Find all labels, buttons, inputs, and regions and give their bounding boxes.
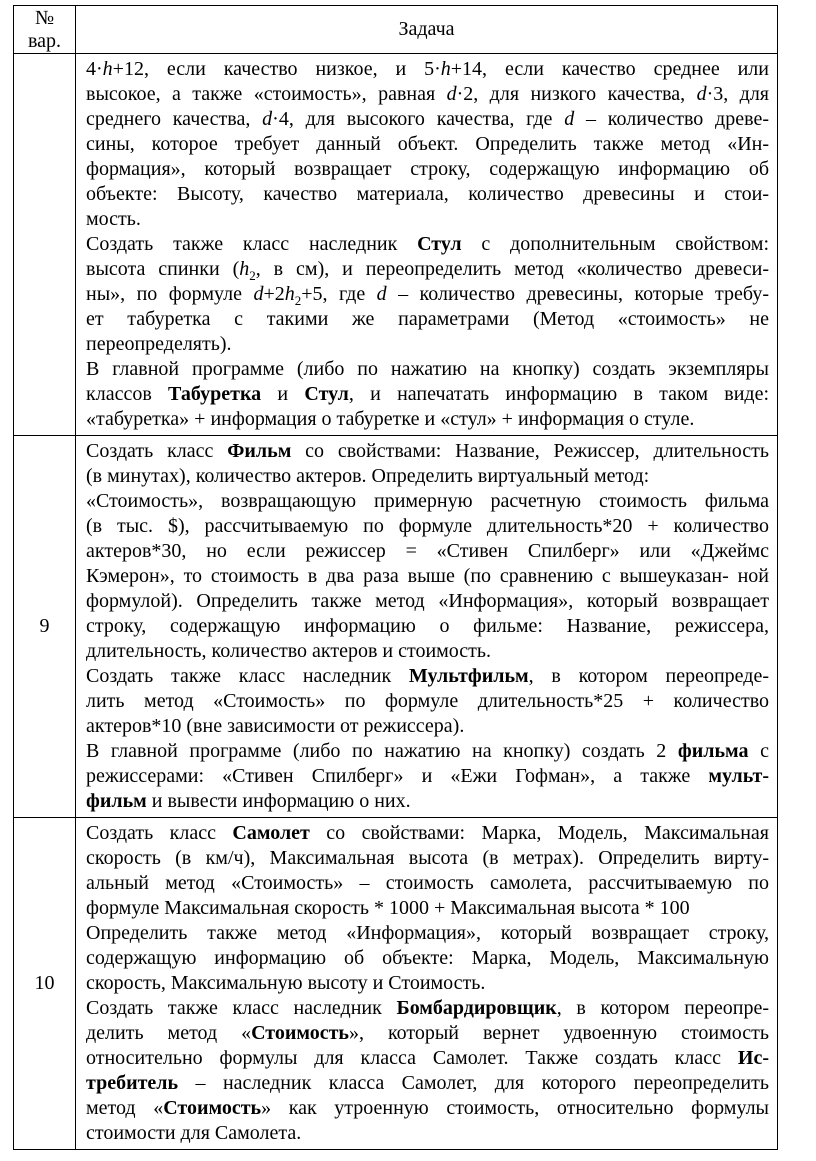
variants-table [13,5,778,1150]
task-text-line: фильм и вывести информацию о них. [86,790,411,812]
task-text-line: метод «Стоимость» как утроенную стоимость, относительно формулы [86,1097,769,1119]
header-task-cell [76,6,777,53]
task-text-line: (в тыс. $), рассчитываемую по формуле длительность*20 + количество [86,515,769,537]
task-text-line: Кэмерон», то стоимость в два раза выше (по сравнению с вышеуказан- ной [86,565,769,587]
variant-number-cell [14,436,76,817]
task-text-line: актеров*10 (вне зависимости от режиссера). [86,715,465,737]
table-row [14,435,777,817]
task-text-line: Создать также класс наследник Мультфильм, в котором переопреде- [86,665,769,687]
variant-number: 9 [39,615,50,637]
task-text-line: среднего качества, d·4, для высокого качества, где d – количество древе- [86,108,769,130]
task-cell [76,436,777,817]
variant-number-cell [14,818,76,1149]
task-text-line: требитель – наследник класса Самолет, для которого переопределить [86,1072,769,1094]
task-text-line: высота спинки ($h_2$, в см), и переопределить метод «количество древеси- [86,258,769,283]
task-text-line: строку, содержащую информацию о фильме: Название, режиссера, [86,615,769,637]
header-task-label: Задача [398,18,455,40]
task-text-line: содержащую информацию об объекте: Марка, Модель, Максимальную [86,947,769,969]
task-text-line: «Стоимость», возвращающую примерную расчетную стоимость фильма [86,490,769,512]
variant-number: 10 [34,972,55,994]
task-text-line: ет табуретка с такими же параметрами (Метод «стоимость» не [86,308,769,330]
task-text-line: 4·h+12, если качество низкое, и 5·h+14, если качество среднее или [86,58,769,80]
task-text-line: В главной программе (либо по нажатию на кнопку) создать экземпляры [86,358,769,380]
header-num-line2: вар. [27,29,62,52]
task-text-line: скорость (в км/ч), Максимальная высота (в метрах). Определить вирту- [86,847,769,869]
table-body [14,53,777,1149]
task-text-line: Создать класс Фильм со свойствами: Название, Режиссер, длительность [86,440,769,462]
task-cell [76,818,777,1149]
task-text-line: переопределять). [86,333,232,355]
task-text-line: формулой). Определить также метод «Информация», который возвращает [86,590,769,612]
task-text-line: длительность, количество актеров и стоимость. [86,640,492,662]
task-text-line: формуле Максимальная скорость * 1000 + Максимальная высота * 100 [86,897,690,919]
task-text-line: делить метод «Стоимость», который вернет удвоенную стоимость [86,1022,769,1044]
task-text-line: В главной программе (либо по нажатию на кнопку) создать 2 фильма с [86,740,769,762]
task-text-line: актеров*30, но если режиссер = «Стивен Спилберг» или «Джеймс [86,540,769,562]
task-text-line: относительно формулы для класса Самолет. Также создать класс Ис- [86,1047,769,1069]
table-row [14,817,777,1149]
task-text-line: Создать класс Самолет со свойствами: Марка, Модель, Максимальная [86,822,769,844]
task-text-line: альный метод «Стоимость» – стоимость самолета, рассчитываемую по [86,872,769,894]
header-num-line1: № [34,6,55,29]
table-header-row [14,6,777,53]
task-text-line: ны», по формуле $d+2h_2+5$, где d – количество древесины, которые требу- [86,283,769,308]
task-text-line: Определить также метод «Информация», который возвращает строку, [86,922,769,944]
task-text-line: формация», который возвращает строку, содержащую информацию об [86,158,769,180]
variant-number-cell [14,54,76,435]
task-text-line: Создать также класс наследник Бомбардировщик, в котором переопре- [86,997,769,1019]
task-text-line: «табуретка» + информация о табуретке и «стул» + информация о стуле. [86,408,695,430]
task-text-line: мость. [86,208,141,230]
task-text-line: сины, которое требует данный объект. Определить также метод «Ин- [86,133,769,155]
task-text-line: скорость, Максимальную высоту и Стоимость. [86,972,486,994]
header-num-cell [14,6,76,53]
task-text-line: высокое, а также «стоимость», равная d·2, для низкого качества, d·3, для [86,83,770,105]
task-text-line: лить метод «Стоимость» по формуле длительность*25 + количество [86,690,769,712]
task-text-line: стоимости для Самолета. [86,1122,302,1144]
table-row [14,53,777,435]
task-text-line: классов Табуретка и Стул, и напечатать информацию в таком виде: [86,383,770,405]
task-text-line: объекте: Высоту, качество материала, количество древесины и стои- [86,183,769,205]
task-text-line: Создать также класс наследник Стул с дополнительным свойством: [86,233,769,255]
task-text-line: (в минутах), количество актеров. Определить виртуальный метод: [86,465,650,487]
task-text-line: режиссерами: «Стивен Спилберг» и «Ежи Гофман», а также мульт- [86,765,769,787]
task-cell [76,54,777,435]
